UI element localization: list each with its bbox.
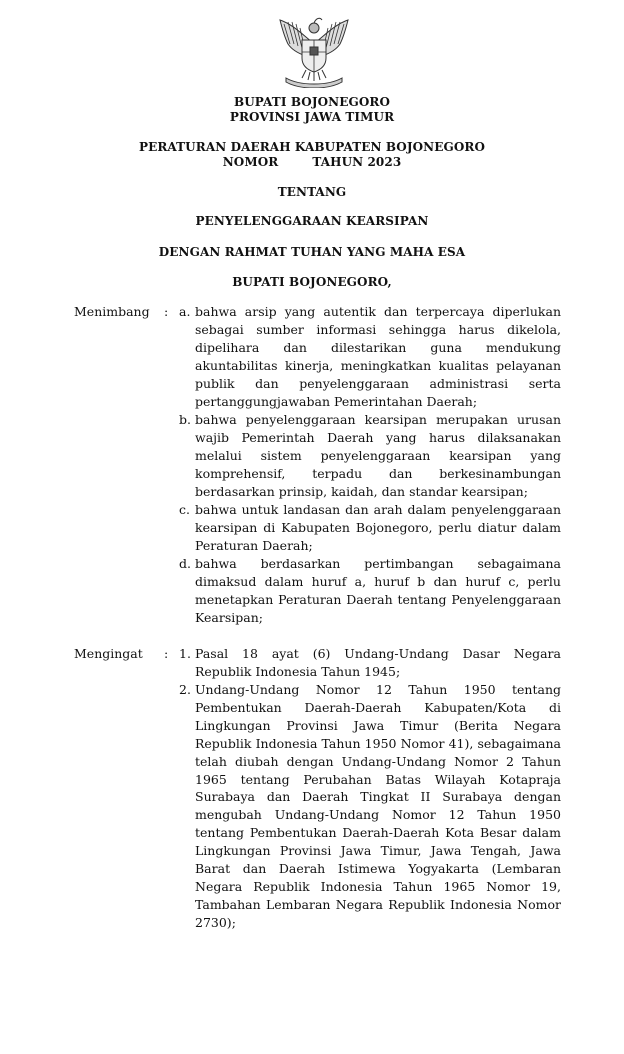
mengingat-marker-1: 1. [179, 646, 191, 661]
authority-title: BUPATI BOJONEGORO [233, 95, 391, 109]
subject-heading: PENYELENGGARAAN KEARSIPAN [195, 214, 429, 228]
mengingat-marker-2: 2. [179, 682, 191, 697]
menimbang-item-b: bahwa penyelenggaraan kearsipan merupakan urusan wajib Pemerintah Daerah yang harus dilaksanakan melalui sistem penyelenggaraan kearsipan yang komprehensif, terpadu dan berkesinambungan berdasarkan prinsip, kaidah, dan standar kearsipan; [195, 412, 561, 499]
menimbang-label: Menimbang [74, 304, 150, 319]
regulation-title: PERATURAN DAERAH KABUPATEN BOJONEGORO [138, 140, 486, 154]
menimbang-marker-a: a. [179, 304, 191, 319]
menimbang-item-c: bahwa untuk landasan dan arah dalam penyelenggaraan kearsipan di Kabupaten Bojonegoro, perlu diatur dalam Peraturan Daerah; [195, 502, 561, 553]
invocation-heading: DENGAN RAHMAT TUHAN YANG MAHA ESA [158, 245, 466, 259]
menimbang-marker-c: c. [179, 502, 190, 517]
menimbang-colon: : [164, 304, 169, 319]
signatory-heading: BUPATI BOJONEGORO, [232, 275, 392, 289]
nomor-label: NOMOR [222, 155, 279, 169]
tahun-label: TAHUN 2023 [312, 155, 402, 169]
garuda-pancasila-emblem [272, 14, 356, 88]
tentang-heading: TENTANG [277, 185, 347, 199]
mengingat-colon: : [164, 646, 169, 661]
mengingat-label: Mengingat [74, 646, 143, 661]
nomor-line [0, 155, 624, 170]
menimbang-marker-d: d. [179, 556, 191, 571]
province-title: PROVINSI JAWA TIMUR [229, 110, 395, 124]
menimbang-item-d: bahwa berdasarkan pertimbangan sebagaimana dimaksud dalam huruf a, huruf b dan huruf c, perlu menetapkan Peraturan Daerah tentang Penyelenggaraan Kearsipan; [195, 556, 561, 625]
menimbang-item-a: bahwa arsip yang autentik dan terpercaya diperlukan sebagai sumber informasi sehingga harus dikelola, dipelihara dan dilestarikan guna mendukung akuntabilitas kinerja, meningkatkan kualitas pelayanan publik dan penyelenggaraan administrasi serta pertanggungjawaban Pemerintahan Daerah; [195, 304, 561, 409]
menimbang-marker-b: b. [179, 412, 191, 427]
mengingat-item-2: Undang-Undang Nomor 12 Tahun 1950 tentang Pembentukan Daerah-Daerah Kabupaten/Kota di Lingkungan Provinsi Jawa Timur (Berita Negara Republik Indonesia Tahun 1950 Nomor 41), sebagaimana telah diubah dengan Undang-Undang Nomor 2 Tahun 1965 tentang Perubahan Batas Wilayah Kotapraja Surabaya dan Daerah Tingkat II Surabaya dengan mengubah Undang-Undang Nomor 12 Tahun 1950 tentang Pembentukan Daerah-Daerah Kota Besar dalam Lingkungan Provinsi Jawa Timur, Jawa Tengah, Jawa Barat dan Daerah Istimewa Yogyakarta (Lembaran Negara Republik Indonesia Tahun 1965 Nomor 19, Tambahan Lembaran Negara Republik Indonesia Nomor 2730); [195, 682, 561, 930]
mengingat-item-1: Pasal 18 ayat (6) Undang-Undang Dasar Negara Republik Indonesia Tahun 1945; [195, 646, 561, 679]
